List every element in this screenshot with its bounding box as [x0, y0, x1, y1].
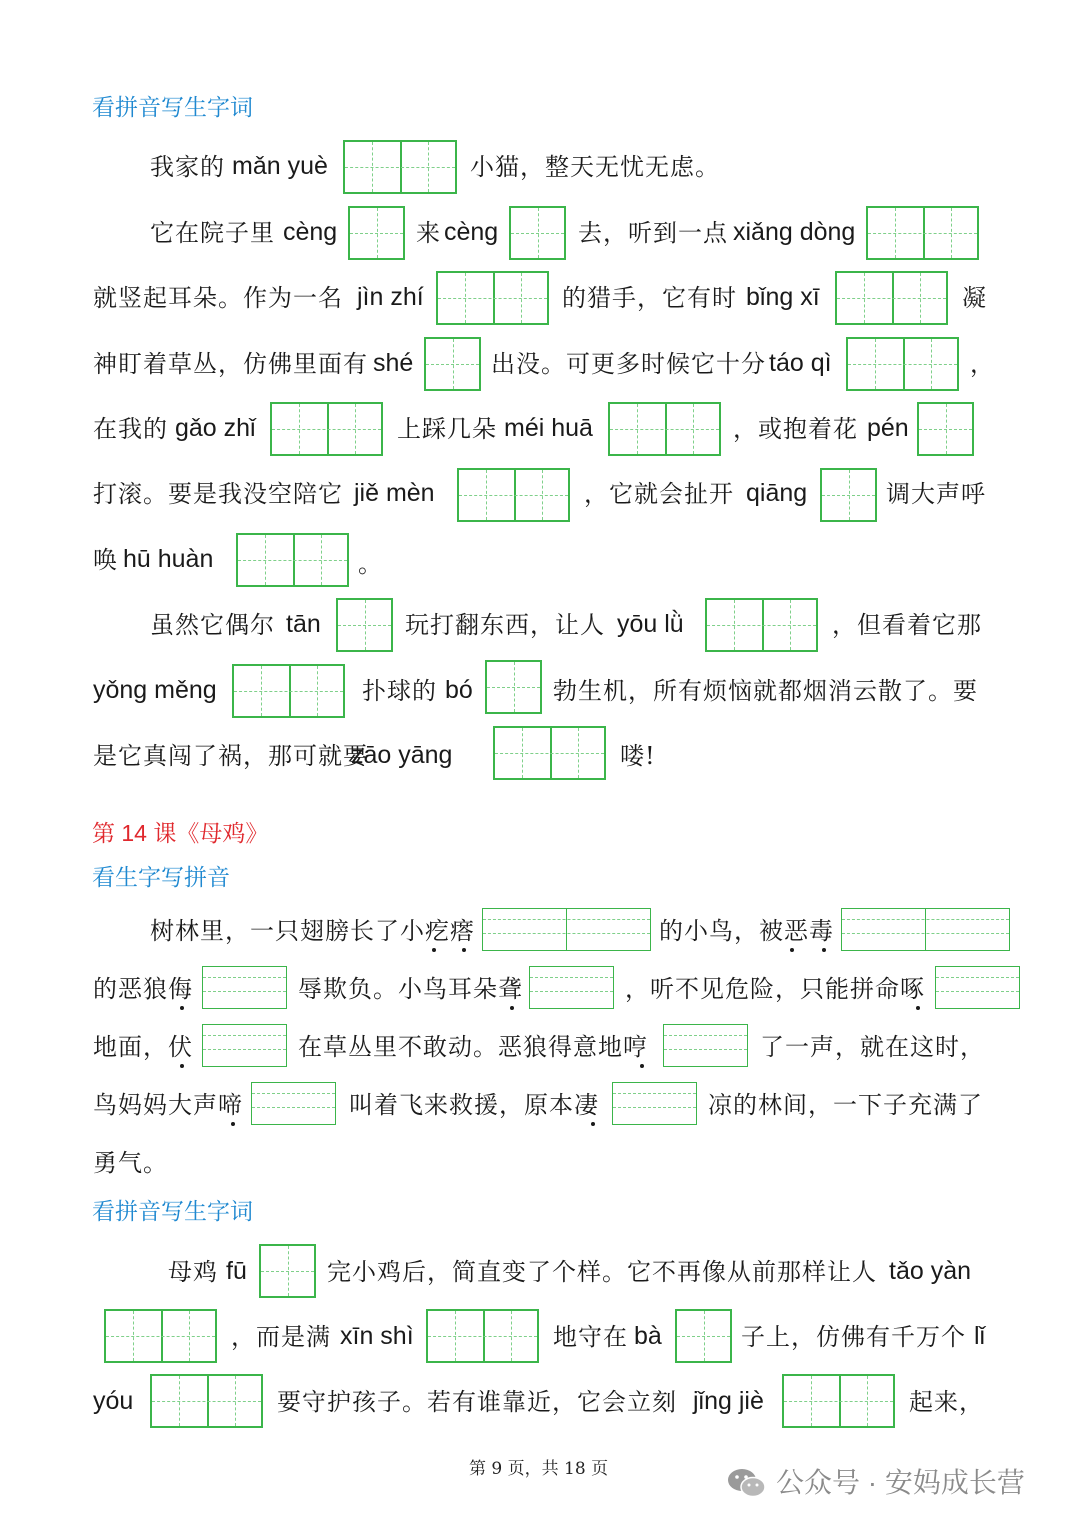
pinyin: bà — [634, 1322, 662, 1350]
text: 辱欺负。小鸟耳朵聋 — [298, 975, 523, 1003]
pinyin: xiǎng dòng — [733, 218, 856, 246]
page-number: 第 9 页，共 18 页 — [469, 1459, 609, 1479]
text: 去，听到一点 — [578, 219, 728, 247]
pinyin: yōu lǜ — [617, 610, 684, 638]
pinyin-answer-box-1[interactable] — [251, 1082, 336, 1125]
pinyin: shé — [373, 349, 414, 377]
answer-box-2[interactable] — [426, 1309, 539, 1363]
pinyin: jiě mèn — [354, 479, 435, 507]
text: 出没。可更多时候它十分 — [491, 350, 766, 378]
answer-box-2[interactable] — [343, 140, 457, 194]
answer-box-2[interactable] — [270, 402, 383, 456]
text: 的恶狼侮 — [93, 975, 193, 1003]
pinyin-answer-box-1[interactable] — [202, 1024, 287, 1067]
text: 树林里，一只翅膀长了小疙瘩 — [150, 917, 475, 945]
text: 扑球的 — [362, 677, 437, 705]
pinyin-answer-box-1[interactable] — [663, 1024, 748, 1067]
emphasis-dot — [640, 1064, 644, 1068]
answer-box-2[interactable] — [835, 271, 948, 325]
section-heading-chars-to-pinyin: 看生字写拼音 — [92, 864, 230, 890]
pinyin: cèng — [283, 218, 338, 246]
answer-box-1[interactable] — [485, 660, 542, 714]
text: 勃生机，所有烦恼就都烟消云散了。要 — [553, 677, 978, 705]
answer-box-2[interactable] — [457, 468, 570, 522]
emphasis-dot — [510, 1006, 514, 1010]
text: 玩打翻东西，让人 — [405, 611, 605, 639]
text: 神盯着草丛，仿佛里面有 — [93, 350, 368, 378]
pinyin: hū huàn — [123, 545, 214, 573]
answer-box-1[interactable] — [259, 1244, 316, 1298]
answer-box-2[interactable] — [866, 206, 979, 260]
text: 母鸡 — [168, 1258, 218, 1286]
answer-box-1[interactable] — [509, 206, 566, 260]
pinyin: bó — [445, 676, 473, 704]
pinyin: qiāng — [746, 479, 808, 507]
text: 在我的 — [93, 415, 168, 443]
text: 调大声呼 — [886, 480, 986, 508]
pinyin-answer-box-2[interactable] — [482, 908, 651, 951]
text: ，听不见危险，只能拼命啄 — [625, 975, 925, 1003]
pinyin: xīn shì — [340, 1322, 414, 1350]
pinyin-answer-box-1[interactable] — [612, 1082, 697, 1125]
text: ，它就会扯开 — [584, 480, 734, 508]
answer-box-2[interactable] — [782, 1374, 895, 1428]
pinyin: mǎn yuè — [232, 152, 328, 180]
pinyin-answer-box-2[interactable] — [841, 908, 1010, 951]
answer-box-2[interactable] — [493, 726, 606, 780]
answer-box-2[interactable] — [232, 664, 345, 718]
wechat-icon — [726, 1466, 768, 1503]
answer-box-2[interactable] — [705, 598, 818, 652]
text: 起来， — [909, 1388, 984, 1416]
text: ， — [970, 350, 995, 378]
text: 完小鸡后，简直变了个样。它不再像从前那样让人 — [327, 1258, 877, 1286]
watermark-text: 公众号 · 安妈成长营 — [776, 1467, 1025, 1498]
pinyin: cèng — [444, 218, 499, 246]
text: 凉的林间，一下子充满了 — [708, 1091, 983, 1119]
text: 的猎手，它有时 — [562, 284, 737, 312]
section-heading-pinyin-to-chars: 看拼音写生字词 — [92, 94, 253, 120]
answer-box-2[interactable] — [608, 402, 721, 456]
text: 。 — [358, 550, 383, 578]
answer-box-1[interactable] — [424, 337, 481, 391]
emphasis-dot — [916, 1006, 920, 1010]
text: 是它真闯了祸，那可就要 — [93, 742, 368, 770]
text: ，但看着它那 — [832, 611, 982, 639]
pinyin-answer-box-1[interactable] — [202, 966, 287, 1009]
pinyin: jǐng jiè — [693, 1387, 764, 1415]
text: 叫着飞来救援，原本凄 — [349, 1091, 599, 1119]
answer-box-2[interactable] — [236, 533, 349, 587]
pinyin: lǐ — [974, 1322, 986, 1350]
answer-box-1[interactable] — [675, 1309, 732, 1363]
text: 的小鸟，被恶毒 — [659, 917, 834, 945]
text: 我家的 — [150, 153, 225, 181]
emphasis-dot — [822, 948, 826, 952]
text: ，或抱着花 — [733, 415, 858, 443]
text: 唤 — [93, 546, 118, 574]
pinyin: fū — [226, 1257, 247, 1285]
text: 了一声，就在这时， — [760, 1033, 985, 1061]
pinyin: yǒng měng — [93, 676, 217, 704]
text: 喽! — [620, 742, 656, 770]
text: 在草丛里不敢动。恶狼得意地哼 — [298, 1033, 648, 1061]
answer-box-2[interactable] — [104, 1309, 217, 1363]
answer-box-2[interactable] — [846, 337, 959, 391]
text: 鸟妈妈大声啼 — [93, 1091, 243, 1119]
emphasis-dot — [591, 1122, 595, 1126]
text: 就竖起耳朵。作为一名 — [93, 284, 343, 312]
emphasis-dot — [180, 1006, 184, 1010]
answer-box-1[interactable] — [820, 468, 877, 522]
pinyin: jìn zhí — [357, 283, 424, 311]
text: 地面，伏 — [93, 1033, 193, 1061]
pinyin: méi huā — [504, 414, 593, 442]
section-heading-pinyin-to-chars: 看拼音写生字词 — [92, 1198, 253, 1224]
text: ，而是满 — [231, 1323, 331, 1351]
text: 来 — [416, 219, 441, 247]
pinyin: bǐng xī — [746, 283, 820, 311]
text: 打滚。要是我没空陪它 — [93, 480, 343, 508]
emphasis-dot — [180, 1064, 184, 1068]
emphasis-dot — [231, 1122, 235, 1126]
pinyin: pén — [867, 414, 909, 442]
answer-box-1[interactable] — [917, 402, 974, 456]
emphasis-dot — [790, 948, 794, 952]
answer-box-2[interactable] — [436, 271, 549, 325]
pinyin: yóu — [93, 1387, 134, 1415]
text: 勇气。 — [93, 1149, 168, 1177]
pinyin: táo qì — [769, 349, 832, 377]
pinyin: zāo yāng — [351, 741, 453, 769]
text: 子上，仿佛有千万个 — [741, 1323, 966, 1351]
answer-box-1[interactable] — [336, 598, 393, 652]
text: 地守在 — [553, 1323, 628, 1351]
emphasis-dot — [462, 948, 466, 952]
text: 凝 — [962, 284, 987, 312]
pinyin: gǎo zhǐ — [175, 414, 256, 442]
text: 虽然它偶尔 — [150, 611, 275, 639]
pinyin: tān — [286, 610, 321, 638]
text: 要守护孩子。若有谁靠近，它会立刻 — [277, 1388, 677, 1416]
answer-box-2[interactable] — [150, 1374, 263, 1428]
pinyin-answer-box-1[interactable] — [529, 966, 614, 1009]
pinyin-answer-box-1[interactable] — [935, 966, 1020, 1009]
pinyin: tǎo yàn — [889, 1257, 972, 1285]
emphasis-dot — [432, 948, 436, 952]
text: 小猫，整天无忧无虑。 — [470, 153, 720, 181]
text: 上踩几朵 — [397, 415, 497, 443]
answer-box-1[interactable] — [348, 206, 405, 260]
text: 它在院子里 — [150, 219, 275, 247]
lesson-title: 第 14 课《母鸡》 — [92, 820, 269, 846]
